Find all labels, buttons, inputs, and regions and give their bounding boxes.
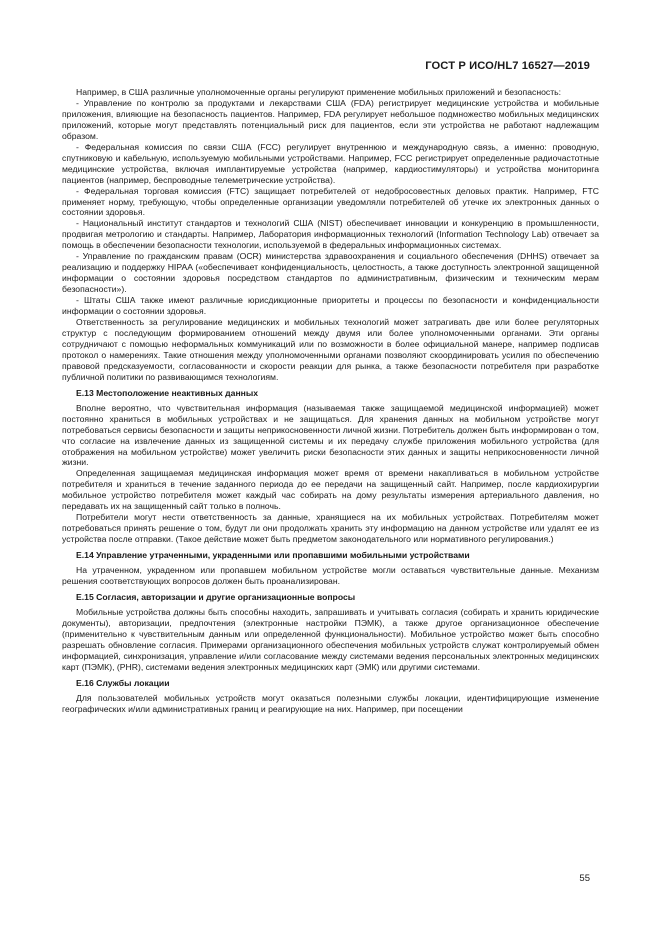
document-header: ГОСТ Р ИСО/HL7 16527—2019 — [425, 60, 590, 72]
body-paragraph: - Управление по гражданским правам (OCR) министерства здравоохранения и социального обеспечения (DHHS) отвечает за реализацию и поддержку HIPAA («обеспечивает конфиденциальность, целостность, а также доступность электронной защищенной информации о состоянии здоровья посредством стандартов по административным, физическим и техническим мерам безопасности»). — [62, 251, 599, 295]
body-paragraph: - Штаты США также имеют различные юрисдикционные приоритеты и процессы по безопасности и конфиденциальности информации о состоянии здоровья. — [62, 295, 599, 317]
body-paragraph: Ответственность за регулирование медицинских и мобильных технологий может затрагивать две или более регуляторных структур с последующим формированием отношений между двумя или более уполномоченными органами. Эти органы сотрудничают с помощью неформальных коммуникаций или по возможности в более официальной манере, например подписав протокол о намерениях. Такие отношения между уполномоченными органами позволяют скоординировать усилия по обеспечению правовой предсказуемости, согласованности и скорости реакции для рынка, а также безопасности потребителя при разработке публичной политики по развивающимся технологиям. — [62, 317, 599, 382]
body-paragraph: - Федеральная комиссия по связи США (FCC) регулирует внутреннюю и международную связь, а именно: проводную, спутниковую и кабельную, используемую мобильными устройствами. Например, FCC регистрирует определенные радиочастотные медицинские устройства, включая имплантируемые устройства (например, кардиостимуляторы) и устройства мониторинга пациентов (например, беспроводные телеметрические устройства). — [62, 141, 599, 185]
document-body — [62, 87, 599, 714]
section-heading-e14: Е.14 Управление утраченными, украденными или пропавшими мобильными устройствами — [76, 550, 470, 561]
section-heading-e15: Е.15 Согласия, авторизации и другие организационные вопросы — [76, 591, 356, 602]
body-paragraph: - Федеральная торговая комиссия (FTC) защищает потребителей от недобросовестных деловых практик. Например, FTC применяет норму, требующую, чтобы определенные организации уведомляли потребителей об утечке их электронных данных о состоянии здоровья. — [62, 185, 599, 218]
body-paragraph: - Управление по контролю за продуктами и лекарствами США (FDA) регистрирует медицинские устройства и мобильные приложения, влияющие на безопасность пациентов. Например, FDA регулирует небольшое подмножество мобильных медицинских приложений, которые могут представлять потенциальный риск для пациентов, если эти устройства не работают надлежащим образом. — [62, 97, 599, 141]
body-paragraph: Например, в США различные уполномоченные органы регулируют применение мобильных приложений и безопасность: — [76, 87, 562, 97]
body-paragraph: Определенная защищаемая медицинская информация может время от времени накапливаться в мобильном устройстве потребителя и храниться в течение заданного периода до ее передачи на защищенный сайт. Например, после кардиохирургии мобильное устройство потребителя может каждый час собирать на дому результаты измерения артериального давления, но передавать их на защищенный сайт только в полночь. — [62, 468, 599, 512]
body-paragraph: Потребители могут нести ответственность за данные, хранящиеся на их мобильных устройствах. Потребителям может потребоваться принять решение о том, будут ли они продолжать хранить эту информацию на данном устройстве или удалят ее из устройства после отправки. (Такое действие может быть предметом законодательного или нормативного регулирования.) — [62, 512, 599, 545]
body-paragraph: Вполне вероятно, что чувствительная информация (называемая также защищаемой медицинской информацией) может постоянно храниться в мобильных устройствах и не защищаться. Для хранения данных на мобильном устройстве могут потребоваться сервисы безопасности и защиты неприкосновенности личной жизни. Потребитель должен быть информирован о том, что согласие на извлечение данных из защищенной системы и их передачу службе приложения мобильного устройства (для отображения на мобильном устройстве) может увеличить риски безопасности этих данных и защиты неприкосновенности личной жизни. — [62, 402, 599, 468]
body-paragraph: На утраченном, украденном или пропавшем мобильном устройстве могли оставаться чувствительные данные. Механизм решения соответствующих вопросов должен быть проанализирован. — [62, 565, 599, 586]
body-paragraph: Мобильные устройства должны быть способны находить, запрашивать и учитывать согласия (собирать и хранить юридические документы), авторизации, предпочтения (электронные настройки ПЭМК), а также другое организационное обеспечение (применительно к чувствительным данным или определенной функциональности). Мобильное устройство может быть способно разрешать обновление согласия. Примерами организационного обеспечения мобильных устройств служат контролируемый обмен информацией, синхронизация, управление и/или согласование между системами ведения персональных электронных медицинских карт (ПЭМК), (PHR), системами ведения электронных медицинских карт (ЭМК) или другими системами. — [62, 606, 599, 672]
body-paragraph: Для пользователей мобильных устройств могут оказаться полезными службы локации, идентифицирующие изменение географических и/или административных границ и реагирующие на них. Например, при посещении — [62, 692, 599, 714]
page-number: 55 — [579, 873, 590, 884]
section-heading-e16: Е.16 Службы локации — [76, 677, 170, 688]
section-heading-e13: Е.13 Местоположение неактивных данных — [76, 387, 259, 398]
body-paragraph: - Национальный институт стандартов и технологий США (NIST) обеспечивает инновации и конкуренцию в промышленности, продвигая метрологию и стандарты. Например, Лаборатория информационных технологий (Information Technology Lab) отвечает за помощь в обеспечении безопасности технологии, используемой в федеральных информационных системах. — [62, 218, 599, 251]
